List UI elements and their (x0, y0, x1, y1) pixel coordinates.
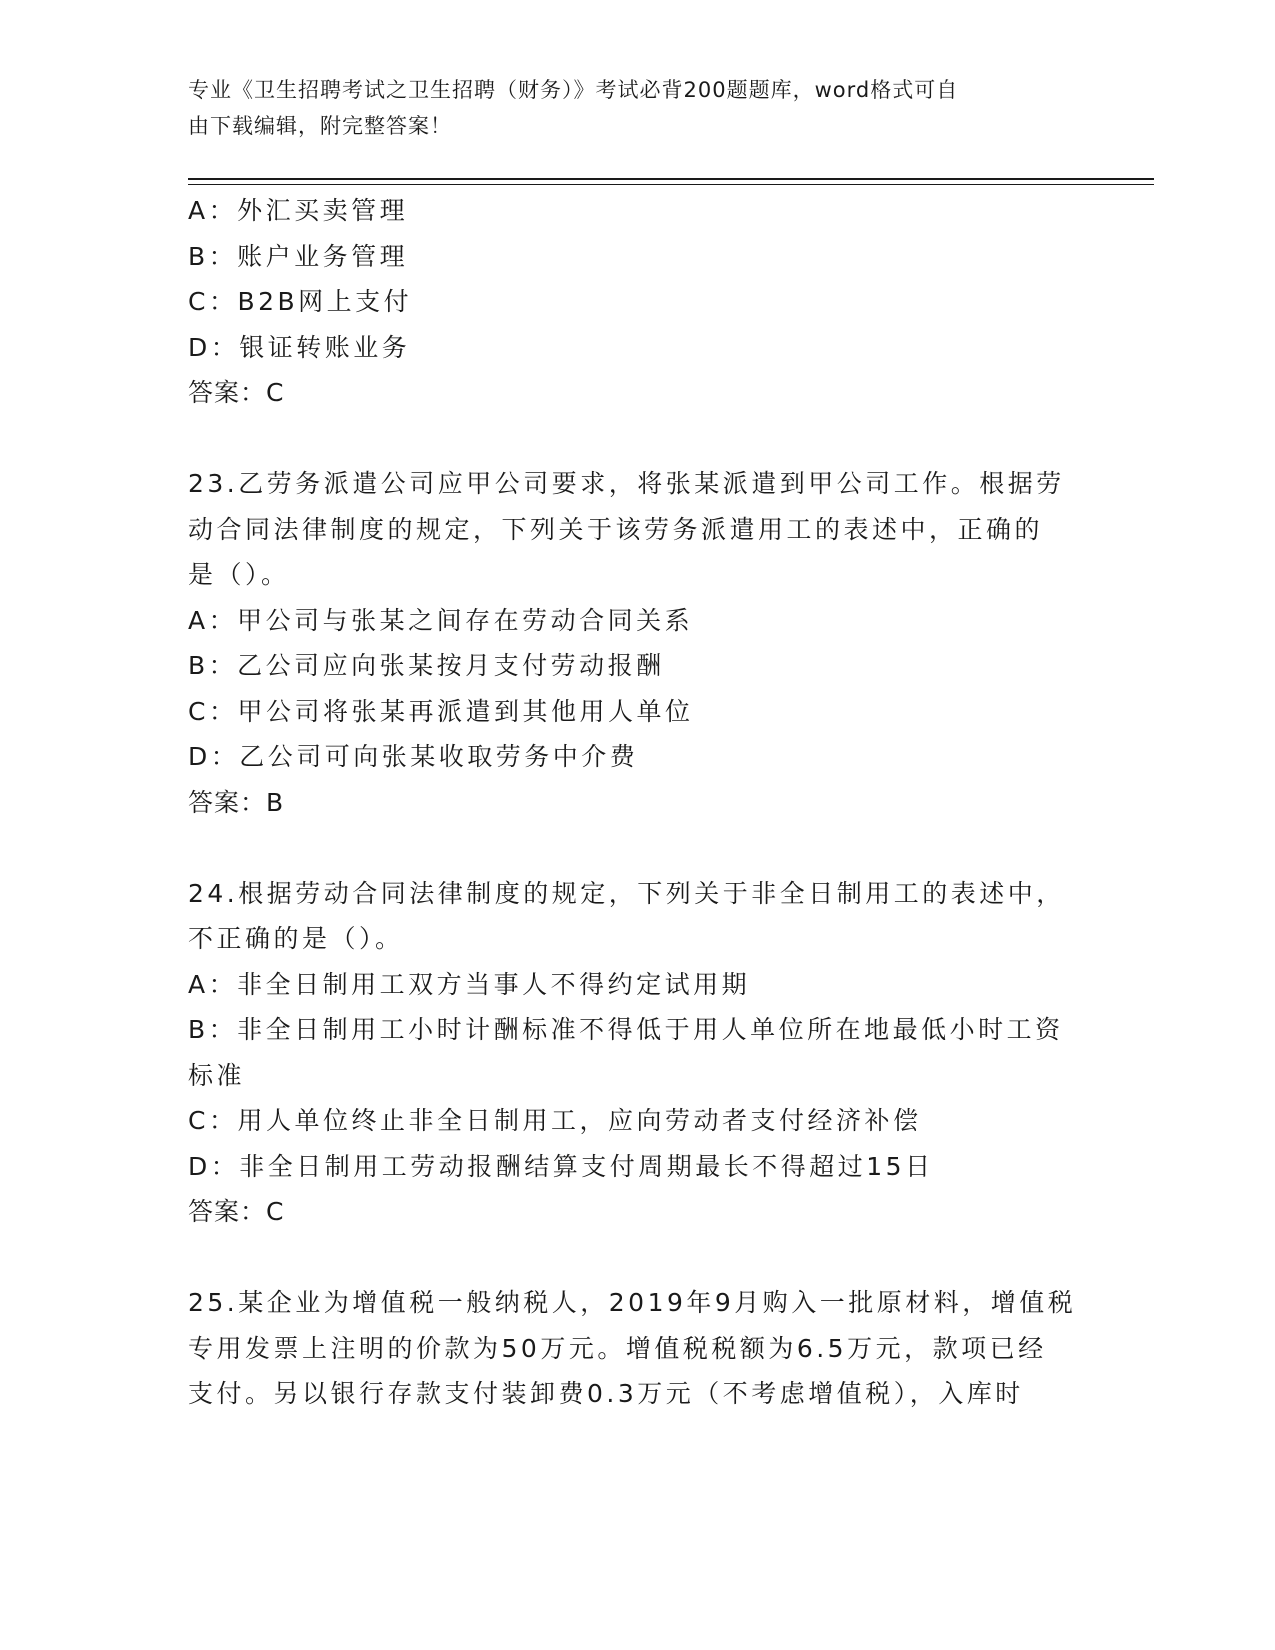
document-header (188, 72, 1068, 144)
option-b: B：非全日制用工小时计酬标准不得低于用人单位所在地最低小时工资 (188, 1015, 1064, 1044)
header-line-2: 由下载编辑，附完整答案！ (188, 114, 452, 138)
option-c: C：B2B网上支付 (188, 287, 413, 316)
answer: 答案：C (188, 378, 285, 407)
option-d: D：银证转账业务 (188, 332, 411, 362)
question-stem-line: 专用发票上注明的价款为50万元。增值税税额为6.5万元，款项已经 (188, 1333, 1047, 1363)
document-body (188, 188, 1088, 1417)
header-line-1: 专业《卫生招聘考试之卫生招聘（财务）》考试必背200题题库，word格式可自 (188, 78, 959, 102)
question-stem-line: 25.某企业为增值税一般纳税人，2019年9月购入一批原材料，增值税 (188, 1288, 1077, 1317)
option-c: C：用人单位终止非全日制用工，应向劳动者支付经济补偿 (188, 1106, 922, 1135)
spacer (188, 825, 1088, 871)
question-stem-line: 不正确的是（）。 (188, 924, 404, 953)
spacer (188, 416, 1088, 462)
question-25 (188, 1280, 1077, 1417)
question-stem-line: 24.根据劳动合同法律制度的规定，下列关于非全日制用工的表述中， (188, 878, 1065, 908)
spacer (188, 1235, 1088, 1281)
option-d: D：非全日制用工劳动报酬结算支付周期最长不得超过15日 (188, 1151, 934, 1181)
option-d: D：乙公司可向张某收取劳务中介费 (188, 742, 639, 771)
answer: 答案：C (188, 1197, 285, 1226)
option-b-continued: 标准 (188, 1060, 246, 1090)
question-stem-line: 支付。另以银行存款支付装卸费0.3万元（不考虑增值税），入库时 (188, 1379, 1024, 1408)
question-24 (188, 871, 1068, 1235)
option-a: A：外汇买卖管理 (188, 196, 409, 225)
option-a: A：非全日制用工双方当事人不得约定试用期 (188, 969, 751, 999)
option-c: C：甲公司将张某再派遣到其他用人单位 (188, 696, 694, 726)
answer: 答案：B (188, 787, 285, 817)
option-b: B：账户业务管理 (188, 241, 409, 271)
question-23 (188, 461, 1068, 825)
question-stem-line: 23.乙劳务派遣公司应甲公司要求，将张某派遣到甲公司工作。根据劳 (188, 469, 1065, 498)
option-a: A：甲公司与张某之间存在劳动合同关系 (188, 605, 694, 635)
question-stem-line: 是（）。 (188, 560, 290, 589)
question-stem-line: 动合同法律制度的规定，下列关于该劳务派遣用工的表述中，正确的 (188, 514, 1044, 544)
option-b: B：乙公司应向张某按月支付劳动报酬 (188, 651, 665, 680)
header-divider-thin (188, 184, 1154, 185)
header-divider-thick (188, 178, 1154, 180)
question-22 (188, 188, 1088, 416)
